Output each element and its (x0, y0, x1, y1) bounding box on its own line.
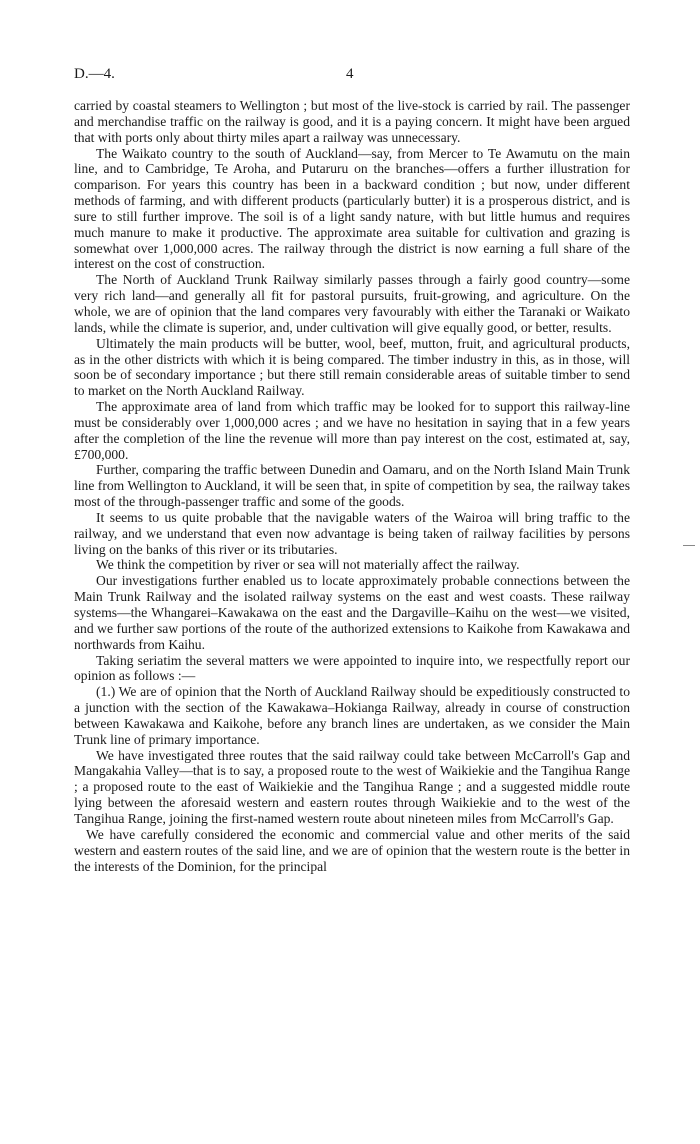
paragraph: Our investigations further enabled us to locate approximately probable connections between the Main Trunk Railway and the isolated railway systems on the east and west coasts. These railway systems—the Whangarei–Kawakawa on the east and the Dargaville–Kaihu on the west—we visited, and we further saw portions of the route of the authorized extensions to Kaikohe from Kawakawa and northwards from Kaihu. (74, 573, 630, 652)
paragraph: We have carefully considered the economic and commercial value and other merits of the said western and eastern routes of the said line, and we are of opinion that the western route is the better in the interests of the Dominion, for the principal (74, 826, 630, 874)
paragraph: It seems to us quite probable that the navigable waters of the Wairoa will bring traffic to the railway, and we understand that even now advantage is being taken of railway facilities by persons living on the banks of this river or its tributaries. (74, 509, 630, 557)
paragraph: (1.) We are of opinion that the North of Auckland Railway should be expeditiously constructed to a junction with the section of the Kawakawa–Hokianga Railway, already in course of construction between Kawakawa and Kaikohe, before any branch lines are undertaken, as we consider the Main Trunk line of primary importance. (74, 684, 630, 747)
paragraph: We think the competition by river or sea will not materially affect the railway. (96, 557, 520, 573)
paragraph: Ultimately the main products will be butter, wool, beef, mutton, fruit, and agricultural products, as in the other districts with which it is being compared. The timber industry in this, as in those, will soon be of secondary importance ; but there still remain considerable areas of suitable timber to send to market on the North Auckland Railway. (74, 335, 630, 399)
document-reference: D.—4. (74, 66, 115, 82)
paragraph: The Waikato country to the south of Auckland—say, from Mercer to Te Awamutu on the main line, and to Cambridge, Te Aroha, and Putaruru on the branches—offers a further illustration for comparison. For years this country has been in a backward condition ; but now, under different methods of farming, and with different products (particularly butter) it is a prosperous district, and is sure to still further improve. The soil is of a light sandy nature, with but little humus and requires much manure to make it productive. The approximate area suitable for cultivation and grazing is somewhat over 1,000,000 acres. The railway through the district is now earning a full share of the interest on the cost of construction. (74, 145, 630, 272)
paragraph: We have investigated three routes that the said railway could take between McCarroll's Gap and Mangakahia Valley—that is to say, a proposed route to the west of Waikiekie and the Tangihua Range ; a proposed route to the east of Waikiekie and the Tangihua Range ; and a suggested middle route lying between the aforesaid western and eastern routes through Waikiekie and to the west of the Tangihua Range, joining the first-named western route about nineteen miles from McCarroll's Gap. (74, 747, 630, 826)
paragraph: The North of Auckland Trunk Railway similarly passes through a fairly good country—some very rich land—and generally all fit for pastoral pursuits, fruit-growing, and agriculture. On the whole, we are of opinion that the land compares very favourably with either the Taranaki or Waikato lands, while the climate is superior, and, under cultivation will give equally good, or better, results. (74, 272, 630, 335)
page-number: 4 (346, 66, 354, 82)
paragraph: Taking seriatim the several matters we were appointed to inquire into, we respectfully report our opinion as follows :— (74, 652, 630, 684)
paragraph: Further, comparing the traffic between Dunedin and Oamaru, and on the North Island Main Trunk line from Wellington to Auckland, it will be seen that, in spite of competition by sea, the railway takes most of the through-passenger traffic and some of the goods. (74, 462, 630, 510)
paragraph: The approximate area of land from which traffic may be looked for to support this railway-line must be considerably over 1,000,000 acres ; and we have no hesitation in saying that in a few years after the completion of the line the revenue will more than pay interest on the cost, estimated at, say, £700,000. (74, 399, 630, 462)
margin-mark (683, 545, 695, 546)
body-text (74, 98, 630, 874)
paragraph: carried by coastal steamers to Wellington ; but most of the live-stock is carried by rail. The passenger and merchandise traffic on the railway is good, and it is a paying concern. It might have been argued that with ports only about thirty miles apart a railway was unnecessary. (74, 98, 630, 145)
